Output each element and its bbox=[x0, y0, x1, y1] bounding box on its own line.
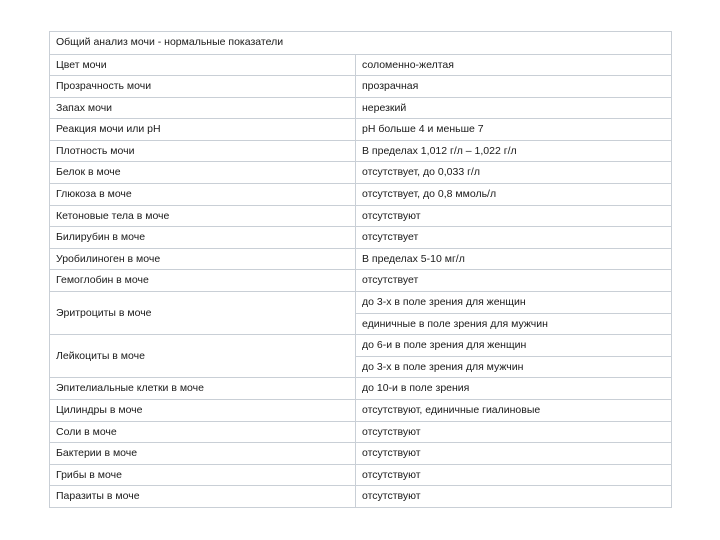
normal-value-cell: прозрачная bbox=[356, 76, 672, 98]
normal-value-cell: до 6-и в поле зрения для женщин bbox=[356, 335, 672, 357]
parameter-name-cell: Бактерии в моче bbox=[50, 443, 356, 465]
parameter-name-cell: Соли в моче bbox=[50, 421, 356, 443]
table-row bbox=[50, 292, 672, 314]
table-row bbox=[50, 443, 672, 465]
normal-value-cell: соломенно-желтая bbox=[356, 54, 672, 76]
table-row bbox=[50, 421, 672, 443]
parameter-name-cell: Плотность мочи bbox=[50, 140, 356, 162]
parameter-name-cell: Цилиндры в моче bbox=[50, 400, 356, 422]
table-row bbox=[50, 97, 672, 119]
parameter-name-cell: Паразиты в моче bbox=[50, 486, 356, 508]
normal-value-cell: В пределах 5-10 мг/л bbox=[356, 248, 672, 270]
parameter-name-cell: Билирубин в моче bbox=[50, 227, 356, 249]
parameter-name-cell: Реакция мочи или pH bbox=[50, 119, 356, 141]
normal-value-cell: до 10-и в поле зрения bbox=[356, 378, 672, 400]
parameter-name-cell: Лейкоциты в моче bbox=[50, 335, 356, 378]
table-row bbox=[50, 140, 672, 162]
parameter-name-cell: Уробилиноген в моче bbox=[50, 248, 356, 270]
normal-value-cell: отсутствуют bbox=[356, 205, 672, 227]
normal-value-cell: нерезкий bbox=[356, 97, 672, 119]
table-row bbox=[50, 76, 672, 98]
normal-value-cell: отсутствуют bbox=[356, 486, 672, 508]
table-row bbox=[50, 205, 672, 227]
parameter-name-cell: Белок в моче bbox=[50, 162, 356, 184]
normal-value-cell: отсутствует bbox=[356, 270, 672, 292]
normal-value-cell: единичные в поле зрения для мужчин bbox=[356, 313, 672, 335]
normal-value-cell: до 3-х в поле зрения для женщин bbox=[356, 292, 672, 314]
normal-value-cell: отсутствует bbox=[356, 227, 672, 249]
normal-value-cell: В пределах 1,012 г/л – 1,022 г/л bbox=[356, 140, 672, 162]
parameter-name-cell: Грибы в моче bbox=[50, 464, 356, 486]
parameter-name-cell: Кетоновые тела в моче bbox=[50, 205, 356, 227]
table-row bbox=[50, 486, 672, 508]
normal-value-cell: отсутствуют bbox=[356, 443, 672, 465]
normal-value-cell: отсутствуют bbox=[356, 421, 672, 443]
table-row bbox=[50, 248, 672, 270]
table-row bbox=[50, 400, 672, 422]
table-row bbox=[50, 378, 672, 400]
table-title-row bbox=[50, 32, 672, 55]
table-row bbox=[50, 227, 672, 249]
parameter-name-cell: Гемоглобин в моче bbox=[50, 270, 356, 292]
table-row bbox=[50, 184, 672, 206]
urinalysis-norms-table bbox=[49, 31, 672, 508]
normal-value-cell: отсутствуют bbox=[356, 464, 672, 486]
normal-value-cell: отсутствует, до 0,8 ммоль/л bbox=[356, 184, 672, 206]
parameter-name-cell: Эпителиальные клетки в моче bbox=[50, 378, 356, 400]
table-row bbox=[50, 270, 672, 292]
parameter-name-cell: Прозрачность мочи bbox=[50, 76, 356, 98]
table-body bbox=[50, 32, 672, 508]
normal-value-cell: отсутствуют, единичные гиалиновые bbox=[356, 400, 672, 422]
parameter-name-cell: Цвет мочи bbox=[50, 54, 356, 76]
table-row bbox=[50, 119, 672, 141]
normal-value-cell: pH больше 4 и меньше 7 bbox=[356, 119, 672, 141]
table-row bbox=[50, 54, 672, 76]
table-row bbox=[50, 335, 672, 357]
table-row bbox=[50, 162, 672, 184]
table-title: Общий анализ мочи - нормальные показатели bbox=[50, 32, 672, 55]
parameter-name-cell: Глюкоза в моче bbox=[50, 184, 356, 206]
normal-value-cell: отсутствует, до 0,033 г/л bbox=[356, 162, 672, 184]
table-row bbox=[50, 464, 672, 486]
normal-value-cell: до 3-х в поле зрения для мужчин bbox=[356, 356, 672, 378]
parameter-name-cell: Запах мочи bbox=[50, 97, 356, 119]
parameter-name-cell: Эритроциты в моче bbox=[50, 292, 356, 335]
